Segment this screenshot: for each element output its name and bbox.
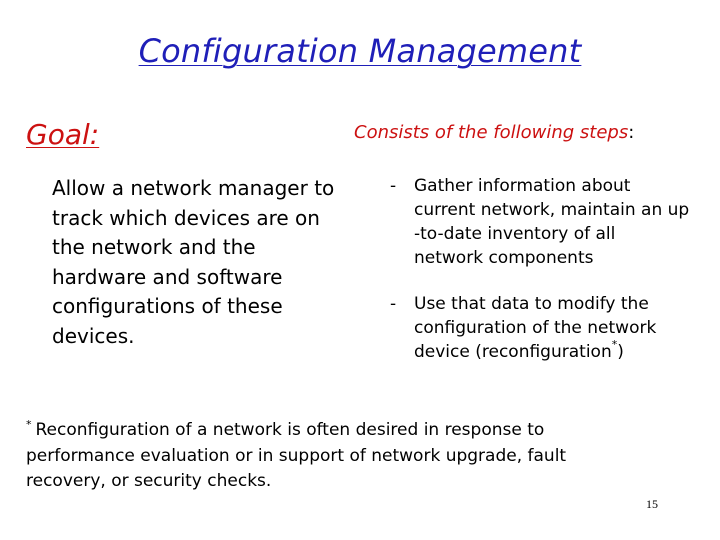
footnote-text: Reconfiguration of a network is often desired in response to performance evaluation or in support of network upgrade, fault recovery, or security checks.: [26, 420, 567, 491]
step-item-2: [390, 292, 720, 372]
footnote: [26, 418, 646, 494]
step-text: Gather information about current network, maintain an up -to-date inventory of all network components: [414, 176, 690, 268]
step-item-1: [390, 174, 720, 274]
slide-title-text: Configuration Management: [138, 32, 582, 70]
footnote-marker: *: [26, 418, 32, 431]
goal-label: Goal:: [26, 118, 100, 151]
step-bullet: -: [390, 294, 397, 314]
step-text: [414, 292, 714, 364]
goal-description: Allow a network manager to track which devices are on the network and the hardware and software configurations of these devices.: [52, 176, 335, 348]
step-bullet: -: [390, 176, 397, 196]
steps-intro-colon: :: [628, 122, 635, 143]
steps-intro: [354, 122, 634, 143]
slide-title: [0, 32, 720, 70]
page-number: 15: [646, 497, 658, 511]
step-text-end: ): [617, 342, 624, 362]
step-text-main: Use that data to modify the configuration of the network device (reconfiguration: [414, 294, 657, 362]
steps-intro-text: Consists of the following steps: [354, 122, 629, 143]
footnote-reference: *: [611, 338, 618, 352]
